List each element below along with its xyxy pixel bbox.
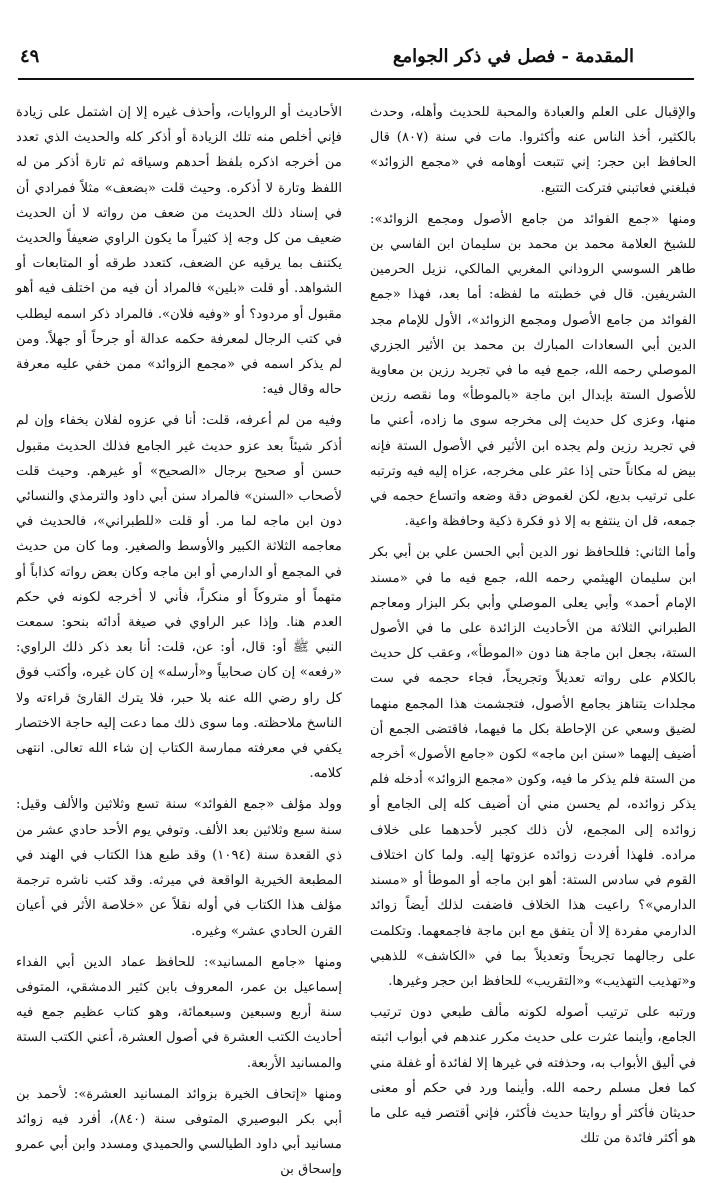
paragraph: الأحاديث أو الروايات، وأحذف غيره إلا إن اشتمل على زيادة فإني أخلص منه تلك الزيادة أو أذكر كله والحديث الذي تعدد من أخرجه اذكره بلفظ أحدهم وسياقه ثم تارة أذكر من له اللفظ وتارة لا أذكره. وحيث قلت «بضعف» مثلاً فمرادي أن في إسناد ذلك الحديث من ضعف من رواته لا أن الحديث ضعيف من كل وجه إذ كثيراً ما يكون الراوي ضعيفاً والحديث يكتنف بما يرقيه عن الضعف، كتعدد طرقه أو المتابعات أو الشواهد. أو قلت «بلين» فالمراد أن فيه من اختلف فيه أهو مقبول أو مردود؟ أو «وفيه فلان». فالمراد ذكر اسمه ليطلب في كتب الرجال لمعرفة حكمه عدالة أو جرحاً أو جهلاً. ومن لم يذكر اسمه في «مجمع الزوائد» ممن خفي عليه معرفة حاله وقال فيه:: [16, 105, 342, 398]
paragraph: والإقبال على العلم والعبادة والمحبة للحديث وأهله، وحدث بالكثير، أخذ الناس عنه وأكثروا. مات في سنة (٨٠٧) قال الحافظ ابن حجر: إني تتبعت أوهامه في «مجمع الزوائد» فبلغني فعاتبني فتركت التتبع.: [370, 105, 696, 196]
paragraph: وفيه من لم أعرفه، قلت: أنا في عزوه لفلان بخفاء وإن لم أذكر شيئاً بعد عزو حديث غير الجامع فذلك الحديث مقبول حسن أو صحيح برجال «الصحيح» أو غيرهم. وحيث قلت لأصحاب «السنن» فالمراد سنن أبي داود والترمذي والنسائي دون ابن ماجه لما مر. أو قلت «للطبراني»، فالحديث في معاجمه الثلاثة الكبير والأوسط والصغير. وما كان من حديث في المجمع أو الدارمي أو ابن ماجه وكان بعض رواته كذاباً أو متهماً أو متروكاً أو منكراً، فأني لا أخرجه لكونه في حكم العدم هنا. وإذا عبر الراوي في صيغة أدائه بنحو: سمعت النبي ﷺ أو: قال، أو: عن، قلت: أنا بعد ذكر ذلك الراوي: «رفعه» إن كان صحابياً و«أرسله» إن كان غيره، وأكتب فوق كل راو رضي الله عنه بلا حبر، فلا يترك القارئ قراءته ولا الناسخ ملاحظته. وما سوى ذلك مما دعت إليه حاجة الاختصار يكفي في معرفته ممارسة الكتاب إن شاء الله تعالى. انتهى كلامه.: [16, 413, 342, 782]
paragraph: وولد مؤلف «جمع الفوائد» سنة تسع وثلاثين والألف وقيل: سنة سبع وثلاثين بعد الألف. وتوفي يوم الأحد حادي عشر من ذي القعدة سنة (١٠٩٤) وقد طبع هذا الكتاب في الهند في المطبعة الخيرية الواقعة في ميرثه. وقد كتب ناشره ترجمة مؤلف هذا الكتاب في أوله نقلاً عن «خلاصة الأثر في أعيان القرن الحادي عشر» وغيره.: [16, 797, 343, 939]
page-number: ٤٩: [20, 46, 40, 67]
left-column: [16, 100, 343, 1178]
paragraph: وأما الثاني: فللحافظ نور الدين أبي الحسن علي بن أبي بكر ابن سليمان الهيثمي رحمه الله، جمع فيه ما في «مسند الإمام أحمد» وأبي يعلى الموصلي وأبي بكر البزار ومعاجم الطبراني الثلاثة من الأحاديث الزائدة على ما في الأصول الستة، بجعل ابن ماجة هنا دون «الموطأ»، وعقب كل حديث بالكلام على رواته تعديلاً وتجريحاً، فجاء حجمه في ست مجلدات يتناهز بجامع الأصول، فتجشمت هذا المجمع منهما لضيق وسعي عن الإحاطة بكل ما فيهما، فاقتضى الجمع أن أضيف إليهما «سنن ابن ماجه» لكون «جامع الأصول» أخرجه من الستة فلم يذكر ما فيه، وكون «مجمع الزوائد» أدخله فلم يذكر زوائده، لم يحسن مني أن أضيف كله إلى الجامع أو زوائده إلى المجمع، لأن ذلك كجبر لأحدهما على خلاف مراده. فلهذا أفردت زوائده عزوتها إليه. ولما كان اختلاف القوم في سادس الستة: أهو ابن ماجه أو الموطأ أو «مسند الدارمي»؟ راعيت هذا الخلاف فاضفت لذلك أيضاً زوائد الدارمي مفردة إلا أن يتفق مع ابن ماجة فاجمعهما. وتكلمت على رجالهما تجريحاً وتعديلاً بما في «الكاشف» للذهبي و«تهذيب التهذيب» و«التقريب» للحافظ ابن حجر وغيرها.: [370, 545, 696, 989]
page-header: [18, 44, 694, 76]
paragraph: ومنها «جمع الفوائد من جامع الأصول ومجمع الزوائد»: للشيخ العلامة محمد بن محمد بن سليمان ابن الفاسي بن طاهر السوسي الروداني المغربي المالكي، نزيل الحرمين الشريفين. قال في خطبته ما لفظه: أما بعد، فهذا «جمع الفوائد من جامع الأصول ومجمع الزوائد»، الأول للإمام مجد الدين أبي السعادات المبارك بن محمد بن الأثير الجزري الموصلي رحمه الله، جمع فيه ما في تجريد رزين بن معاوية للأصول الستة بإبدال ابن ماجة «بالموطأ» وما نقصه رزين منها، وعزى كل حديث إلى مخرجه سوى ما زاده، أعني ما في تجريد رزين ولم يجده ابن الأثير في الأصول الستة فإنه بيض له مكاناً حتى إذا عثر على مخرجه، عزاه إليه فيه وترتبه على ترتيب بديع، لكن لغموض دقة وضعه واتساع حجمه في جمعه، قل ان ينتفع به إلا ذو فكرة ذكية وحافظة واعية.: [370, 211, 696, 530]
paragraph: ومنها «إتحاف الخيرة بزوائد المسانيد العشرة»: لأحمد بن أبي بكر البوصيري المتوفى سنة (٨٤٠)، أفرد فيه زوائد مسانيد أبي داود الطيالسي والحميدي ومسدد وابن أبي عمرو وإسحاق بن: [16, 1086, 342, 1178]
paragraph: ومنها «جامع المسانيد»: للحافظ عماد الدين أبي الفداء إسماعيل بن عمر، المعروف بابن كثير الدمشقي، المتوفى سنة أربع وسبعين وسبعمائة، وهو كتاب عظيم جمع فيه أحاديث الكتب العشرة في أصول العشرة، أعني الكتب الستة والمسانيد الأربعة.: [16, 954, 342, 1071]
paragraph: ورتبه على ترتيب أصوله لكونه مألف طبعي دون ترتيب الجامع، وأينما عثرت على حديث مكرر عندهم في أبواب اثبته في أليق الأبواب به، وحذفته في غيرها إلا لفائدة أو غفلة مني كما فعل مسلم رحمه الله. وأينما ورد في حكم أو معنى حديثان فأكثر أو روايتا حديث فأكثر، فإني أقتصر فيه على ما هو أكثر فائدة من تلك: [370, 1005, 696, 1147]
running-title: المقدمة - فصل في ذكر الجوامع: [392, 46, 634, 67]
header-rule: [18, 78, 694, 80]
right-column: [370, 100, 696, 1147]
